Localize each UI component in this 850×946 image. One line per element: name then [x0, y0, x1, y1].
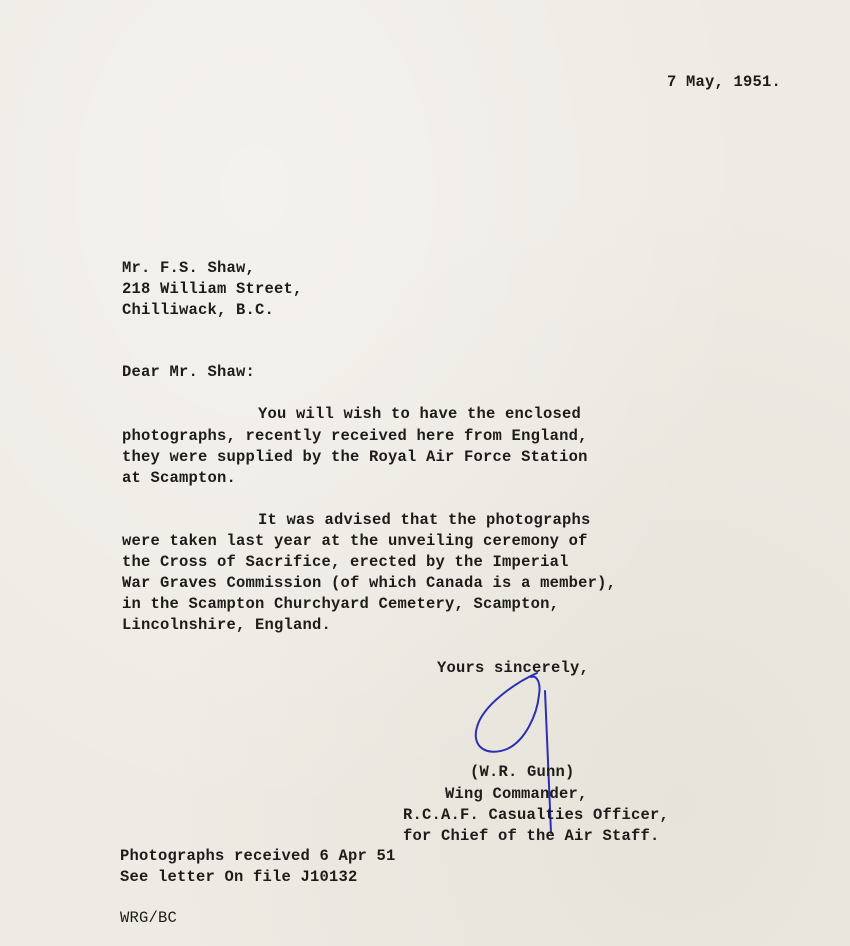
paragraph2-line: in the Scampton Churchyard Cemetery, Scampton, [122, 595, 560, 613]
paragraph2-line: It was advised that the photographs [258, 511, 591, 529]
paragraph1-line: at Scampton. [122, 469, 237, 487]
paragraph2-line: Lincolnshire, England. [122, 616, 332, 634]
recipient-street: 218 William Street, [122, 280, 303, 298]
signatory-on-behalf: for Chief of the Air Staff. [403, 827, 660, 845]
signatory-name: (W.R. Gunn) [470, 763, 575, 781]
paragraph2-line: War Graves Commission (of which Canada is a member), [122, 574, 617, 592]
recipient-name: Mr. F.S. Shaw, [122, 259, 256, 277]
paragraph2-line: were taken last year at the unveiling ceremony of [122, 532, 588, 550]
letter-date: 7 May, 1951. [667, 73, 782, 91]
paragraph2-line: the Cross of Sacrifice, erected by the Imperial [122, 553, 569, 571]
note-line: Photographs received 6 Apr 51 [120, 847, 396, 865]
paragraph1-line: photographs, recently received here from England, [122, 427, 588, 445]
signatory-rank: Wing Commander, [445, 785, 588, 803]
paragraph1-line: You will wish to have the enclosed [258, 405, 582, 423]
paragraph1-line: they were supplied by the Royal Air Force Station [122, 448, 588, 466]
signatory-title: R.C.A.F. Casualties Officer, [403, 806, 670, 824]
salutation: Dear Mr. Shaw: [122, 363, 256, 381]
reference-initials: WRG/BC [120, 909, 178, 927]
note-line: See letter On file J10132 [120, 868, 358, 886]
signature-stroke [476, 673, 540, 752]
closing: Yours sincerely, [437, 659, 590, 677]
recipient-city: Chilliwack, B.C. [122, 301, 275, 319]
